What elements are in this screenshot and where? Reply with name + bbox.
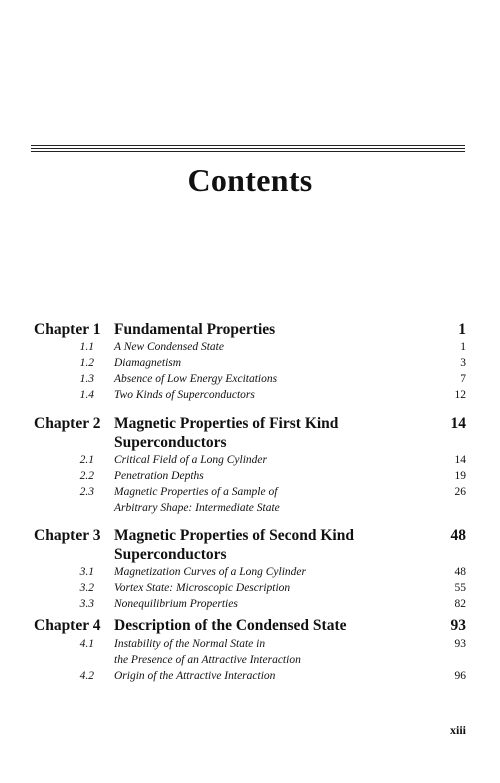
section-title-continued: Arbitrary Shape: Intermediate State [114,502,280,514]
chapter-title: Fundamental Properties [114,321,276,338]
chapter-label: Chapter 4 [34,617,101,634]
section-title: Magnetization Curves of a Long Cylinder [114,566,306,578]
section-title: Instability of the Normal State in [114,638,266,650]
section-title: Diamagnetism [114,357,182,369]
chapter-page: 93 [450,617,466,634]
section-title: A New Condensed State [114,341,224,353]
section-number: 4.1 [79,638,94,650]
section-page: 55 [454,582,466,594]
section-page: 7 [460,373,466,385]
section-page: 96 [454,670,466,682]
section-page: 1 [460,341,466,353]
chapter-label: Chapter 3 [34,527,101,544]
page-title: Contents [187,162,313,198]
section-title: Absence of Low Energy Excitations [114,373,278,385]
section-number: 1.4 [79,389,94,401]
section-number: 1.2 [79,357,94,369]
section-title: Vortex State: Microscopic Description [114,582,291,594]
chapter-page: 14 [450,415,466,432]
section-page: 14 [454,454,466,466]
section-title-continued: the Presence of an Attractive Interaction [114,654,301,666]
top-rule-1 [31,145,465,146]
chapter-title: Description of the Condensed State [114,617,347,634]
section-page: 93 [454,638,466,650]
section-title: Two Kinds of Superconductors [114,389,255,401]
section-title: Nonequilibrium Properties [114,598,238,610]
section-page: 82 [454,598,466,610]
section-title: Critical Field of a Long Cylinder [114,454,268,466]
chapter-title: Magnetic Properties of Second Kind [114,527,354,544]
chapter-title: Magnetic Properties of First Kind [114,415,339,432]
section-page: 19 [454,470,466,482]
top-rule-2 [31,148,465,149]
section-number: 3.1 [79,566,94,578]
section-title: Origin of the Attractive Interaction [114,670,276,682]
section-page: 48 [454,566,466,578]
section-page: 12 [454,389,466,401]
section-number: 2.3 [79,486,94,498]
section-number: 2.2 [79,470,94,482]
section-title: Penetration Depths [114,470,204,482]
top-rule-3 [31,151,465,152]
section-number: 3.3 [79,598,94,610]
section-number: 4.2 [79,670,94,682]
chapter-page: 1 [458,321,466,338]
section-number: 1.1 [79,341,94,353]
section-title: Magnetic Properties of a Sample of [114,486,278,498]
section-number: 3.2 [79,582,94,594]
page-folio: xiii [449,723,466,737]
section-page: 3 [460,357,466,369]
chapter-page: 48 [450,527,466,544]
chapter-label: Chapter 2 [34,415,101,432]
chapter-title-continued: Superconductors [114,434,227,451]
chapter-label: Chapter 1 [34,321,101,338]
section-number: 1.3 [79,373,94,385]
section-page: 26 [454,486,466,498]
chapter-title-continued: Superconductors [114,546,227,563]
section-number: 2.1 [79,454,94,466]
